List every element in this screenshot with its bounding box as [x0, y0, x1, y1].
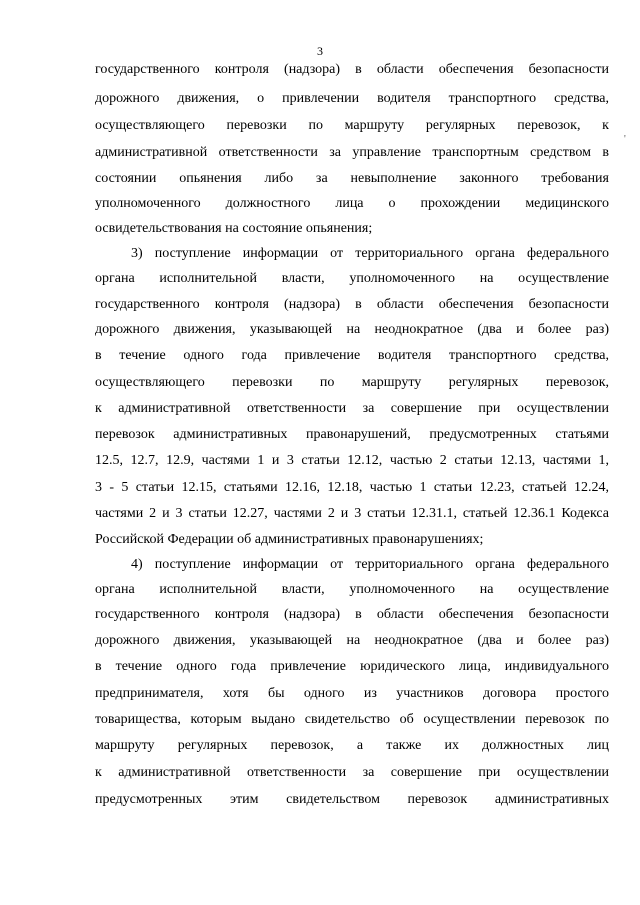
text-line: 3 - 5 статьи 12.15, статьями 12.16, 12.18, частью 1 статьи 12.23, статьей 12.24, — [95, 480, 609, 495]
text-line: уполномоченного должностного лица о прохождении медицинского — [95, 196, 609, 211]
scan-mark: ' — [624, 134, 626, 145]
text-line: органа исполнительной власти, уполномоченного на осуществление — [95, 582, 609, 597]
text-line: органа исполнительной власти, уполномоченного на осуществление — [95, 271, 609, 286]
text-line: дорожного движения, указывающей на неоднократное (два и более раз) — [95, 633, 609, 648]
text-line: 12.5, 12.7, 12.9, частями 1 и 3 статьи 12.12, частью 2 статьи 12.13, частями 1, — [95, 453, 609, 468]
text-line: 3) поступление информации от территориального органа федерального — [131, 246, 609, 261]
text-line: перевозок административных правонарушений, предусмотренных статьями — [95, 427, 609, 442]
text-line: государственного контроля (надзора) в области обеспечения безопасности — [95, 297, 609, 312]
text-line: освидетельствования на состояние опьянения; — [95, 221, 373, 236]
text-line: предусмотренных этим свидетельством перевозок административных — [95, 792, 609, 807]
text-line: осуществляющего перевозки по маршруту регулярных перевозок, — [95, 375, 609, 390]
text-line: в течение одного года привлечение водителя транспортного средства, — [95, 348, 609, 363]
text-line: маршруту регулярных перевозок, а также их должностных лиц — [95, 738, 609, 753]
text-line: государственного контроля (надзора) в области обеспечения безопасности — [95, 62, 609, 77]
text-line: частями 2 и 3 статьи 12.27, частями 2 и 3 статьи 12.31.1, статьей 12.36.1 Кодекса — [95, 506, 609, 521]
text-line: государственного контроля (надзора) в области обеспечения безопасности — [95, 607, 609, 622]
text-line: осуществляющего перевозки по маршруту регулярных перевозок, к — [95, 118, 609, 133]
text-line: к административной ответственности за совершение при осуществлении — [95, 765, 609, 780]
text-line: к административной ответственности за совершение при осуществлении — [95, 401, 609, 416]
text-line: Российской Федерации об административных правонарушениях; — [95, 532, 484, 547]
text-line: административной ответственности за управление транспортным средством в — [95, 145, 609, 160]
text-line: дорожного движения, указывающей на неоднократное (два и более раз) — [95, 322, 609, 337]
text-line: 4) поступление информации от территориального органа федерального — [131, 557, 609, 572]
text-line: предпринимателя, хотя бы одного из участников договора простого — [95, 686, 609, 701]
text-line: дорожного движения, о привлечении водителя транспортного средства, — [95, 91, 609, 106]
text-line: в течение одного года привлечение юридического лица, индивидуального — [95, 659, 609, 674]
text-line: товарищества, которым выдано свидетельство об осуществлении перевозок по — [95, 712, 609, 727]
page-number: 3 — [317, 44, 323, 58]
text-line: состоянии опьянения либо за невыполнение законного требования — [95, 171, 609, 186]
